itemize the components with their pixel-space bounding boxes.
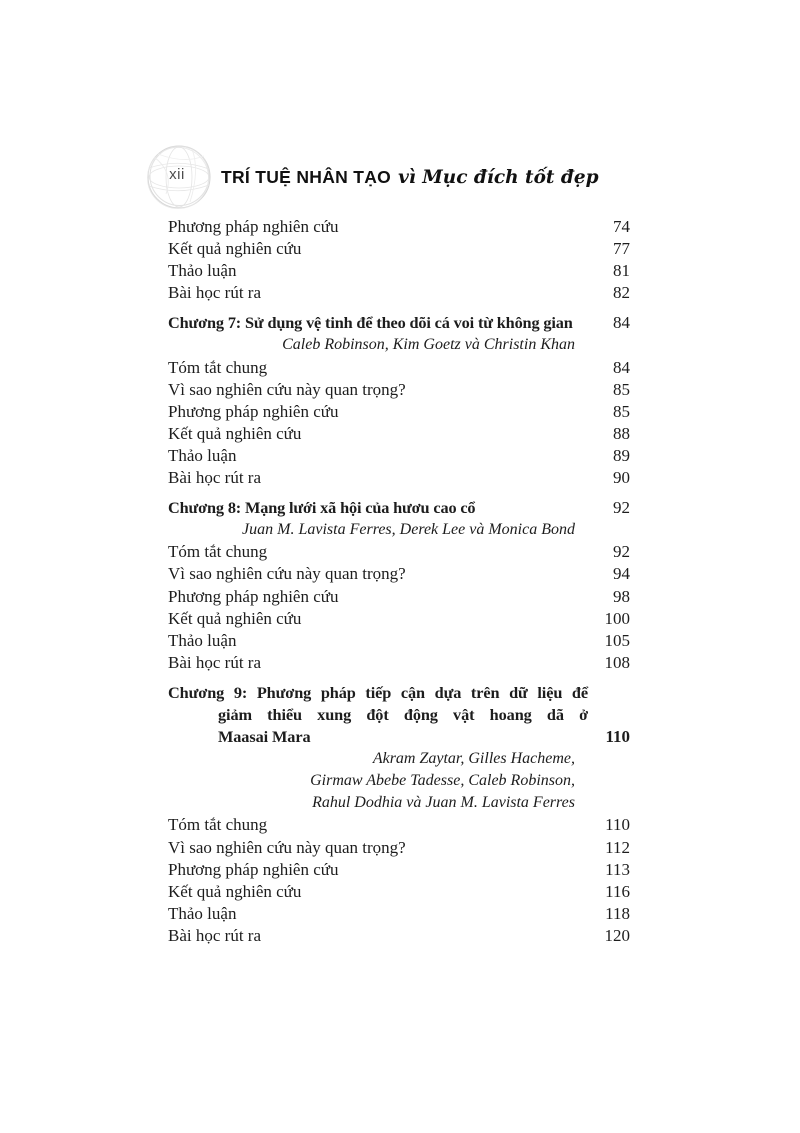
toc-entry xyxy=(168,652,630,674)
toc-entry-page: 116 xyxy=(605,881,630,901)
toc-entry-page: 110 xyxy=(605,815,630,835)
chapter-authors: Juan M. Lavista Ferres, Derek Lee và Monica Bond xyxy=(242,521,575,539)
toc-entry-label: Bài học rút ra xyxy=(168,652,261,672)
chapter-title xyxy=(168,682,588,748)
table-of-contents xyxy=(168,216,630,947)
toc-entry xyxy=(168,357,630,379)
toc-entry xyxy=(168,881,630,903)
toc-entry-label: Phương pháp nghiên cứu xyxy=(168,859,339,879)
book-title-main: TRÍ TUỆ NHÂN TẠO xyxy=(221,166,392,187)
toc-entry-label: Vì sao nghiên cứu này quan trọng? xyxy=(168,379,406,399)
toc-entry-label: Kết quả nghiên cứu xyxy=(168,239,302,259)
toc-entry-page: 94 xyxy=(613,564,630,584)
toc-entry-page: 82 xyxy=(613,283,630,303)
toc-entry xyxy=(168,260,630,282)
toc-entry-label: Thảo luận xyxy=(168,630,237,650)
toc-entry xyxy=(168,282,630,304)
toc-entry xyxy=(168,379,630,401)
chapter-title-line: Chương 9: Phương pháp tiếp cận dựa trên dữ liệu để xyxy=(168,682,588,702)
toc-entry xyxy=(168,608,630,630)
toc-entry xyxy=(168,837,630,859)
toc-entry xyxy=(168,401,630,423)
toc-entry-label: Phương pháp nghiên cứu xyxy=(168,217,339,236)
toc-entry-label: Thảo luận xyxy=(168,445,237,465)
chapter-heading xyxy=(168,682,630,748)
toc-entry-label: Vì sao nghiên cứu này quan trọng? xyxy=(168,564,406,584)
running-header xyxy=(144,142,599,212)
toc-entry-label: Thảo luận xyxy=(168,261,237,281)
toc-entry-page: 100 xyxy=(604,608,630,628)
chapter-page: 92 xyxy=(613,498,630,518)
toc-entry xyxy=(168,467,630,489)
chapter-page: 110 xyxy=(605,727,630,747)
toc-entry-page: 88 xyxy=(613,423,630,443)
toc-entry xyxy=(168,238,630,260)
toc-entry xyxy=(168,925,630,947)
toc-entry-label: Phương pháp nghiên cứu xyxy=(168,401,339,421)
chapter-heading xyxy=(168,497,630,519)
toc-entry-page: 89 xyxy=(613,445,630,465)
toc-entry-page: 120 xyxy=(604,925,630,945)
toc-entry xyxy=(168,859,630,881)
toc-entry-label: Bài học rút ra xyxy=(168,925,261,945)
toc-entry-page: 118 xyxy=(605,903,630,923)
toc-entry-label: Vì sao nghiên cứu này quan trọng? xyxy=(168,837,406,857)
toc-entry-page: 113 xyxy=(605,859,630,879)
book-title-subtitle: vì Mục đích tốt đẹp xyxy=(398,166,599,188)
toc-entry-page: 84 xyxy=(613,357,630,377)
toc-entry xyxy=(168,541,630,563)
toc-entry xyxy=(168,216,630,238)
toc-entry xyxy=(168,445,630,467)
toc-entry-page: 90 xyxy=(613,468,630,488)
toc-entry xyxy=(168,423,630,445)
toc-entry-page: 74 xyxy=(613,217,630,236)
toc-entry-page: 108 xyxy=(604,652,630,672)
toc-entry-label: Tóm tắt chung xyxy=(168,815,268,835)
toc-entry-label: Kết quả nghiên cứu xyxy=(168,608,302,628)
toc-entry xyxy=(168,630,630,652)
toc-entry-label: Thảo luận xyxy=(168,903,237,923)
toc-entry-page: 81 xyxy=(613,261,630,281)
toc-entry-page: 98 xyxy=(613,586,630,606)
toc-entry-page: 92 xyxy=(613,542,630,562)
toc-entry-label: Tóm tắt chung xyxy=(168,542,268,562)
toc-entry-page: 85 xyxy=(613,379,630,399)
page-folio: xii xyxy=(169,166,185,183)
chapter-title: Chương 7: Sử dụng vệ tinh để theo dõi cá voi từ không gian xyxy=(168,313,573,333)
chapter-authors-line: Rahul Dodhia và Juan M. Lavista Ferres xyxy=(312,794,575,812)
toc-entry-page: 112 xyxy=(605,837,630,857)
toc-entry-label: Kết quả nghiên cứu xyxy=(168,881,302,901)
toc-entry-page: 77 xyxy=(613,239,630,259)
toc-section-chapter-7 xyxy=(168,312,630,489)
toc-section-chapter-8 xyxy=(168,497,630,674)
toc-entry xyxy=(168,814,630,836)
toc-entry xyxy=(168,903,630,925)
running-header-title xyxy=(221,167,599,188)
chapter-heading xyxy=(168,312,630,334)
toc-entry-label: Bài học rút ra xyxy=(168,283,261,303)
toc-entry-page: 85 xyxy=(613,401,630,421)
toc-entry xyxy=(168,563,630,585)
chapter-authors-line: Girmaw Abebe Tadesse, Caleb Robinson, xyxy=(310,772,575,790)
globe-watermark xyxy=(144,142,214,212)
toc-section-chapter-9 xyxy=(168,682,630,947)
chapter-title-line: giảm thiểu xung đột động vật hoang dã ở xyxy=(218,704,588,724)
toc-entry xyxy=(168,586,630,608)
chapter-authors: Caleb Robinson, Kim Goetz và Christin Khan xyxy=(282,336,575,354)
toc-section-intro xyxy=(168,216,630,304)
toc-entry-label: Kết quả nghiên cứu xyxy=(168,423,302,443)
toc-entry-page: 105 xyxy=(604,630,630,650)
toc-entry-label: Tóm tắt chung xyxy=(168,357,268,377)
toc-entry-label: Phương pháp nghiên cứu xyxy=(168,586,339,606)
chapter-title: Chương 8: Mạng lưới xã hội của hươu cao cổ xyxy=(168,498,476,518)
chapter-authors-line: Akram Zaytar, Gilles Hacheme, xyxy=(372,750,575,768)
toc-entry-label: Bài học rút ra xyxy=(168,468,261,488)
chapter-title-line: Maasai Mara xyxy=(218,727,311,747)
chapter-page: 84 xyxy=(613,313,630,333)
